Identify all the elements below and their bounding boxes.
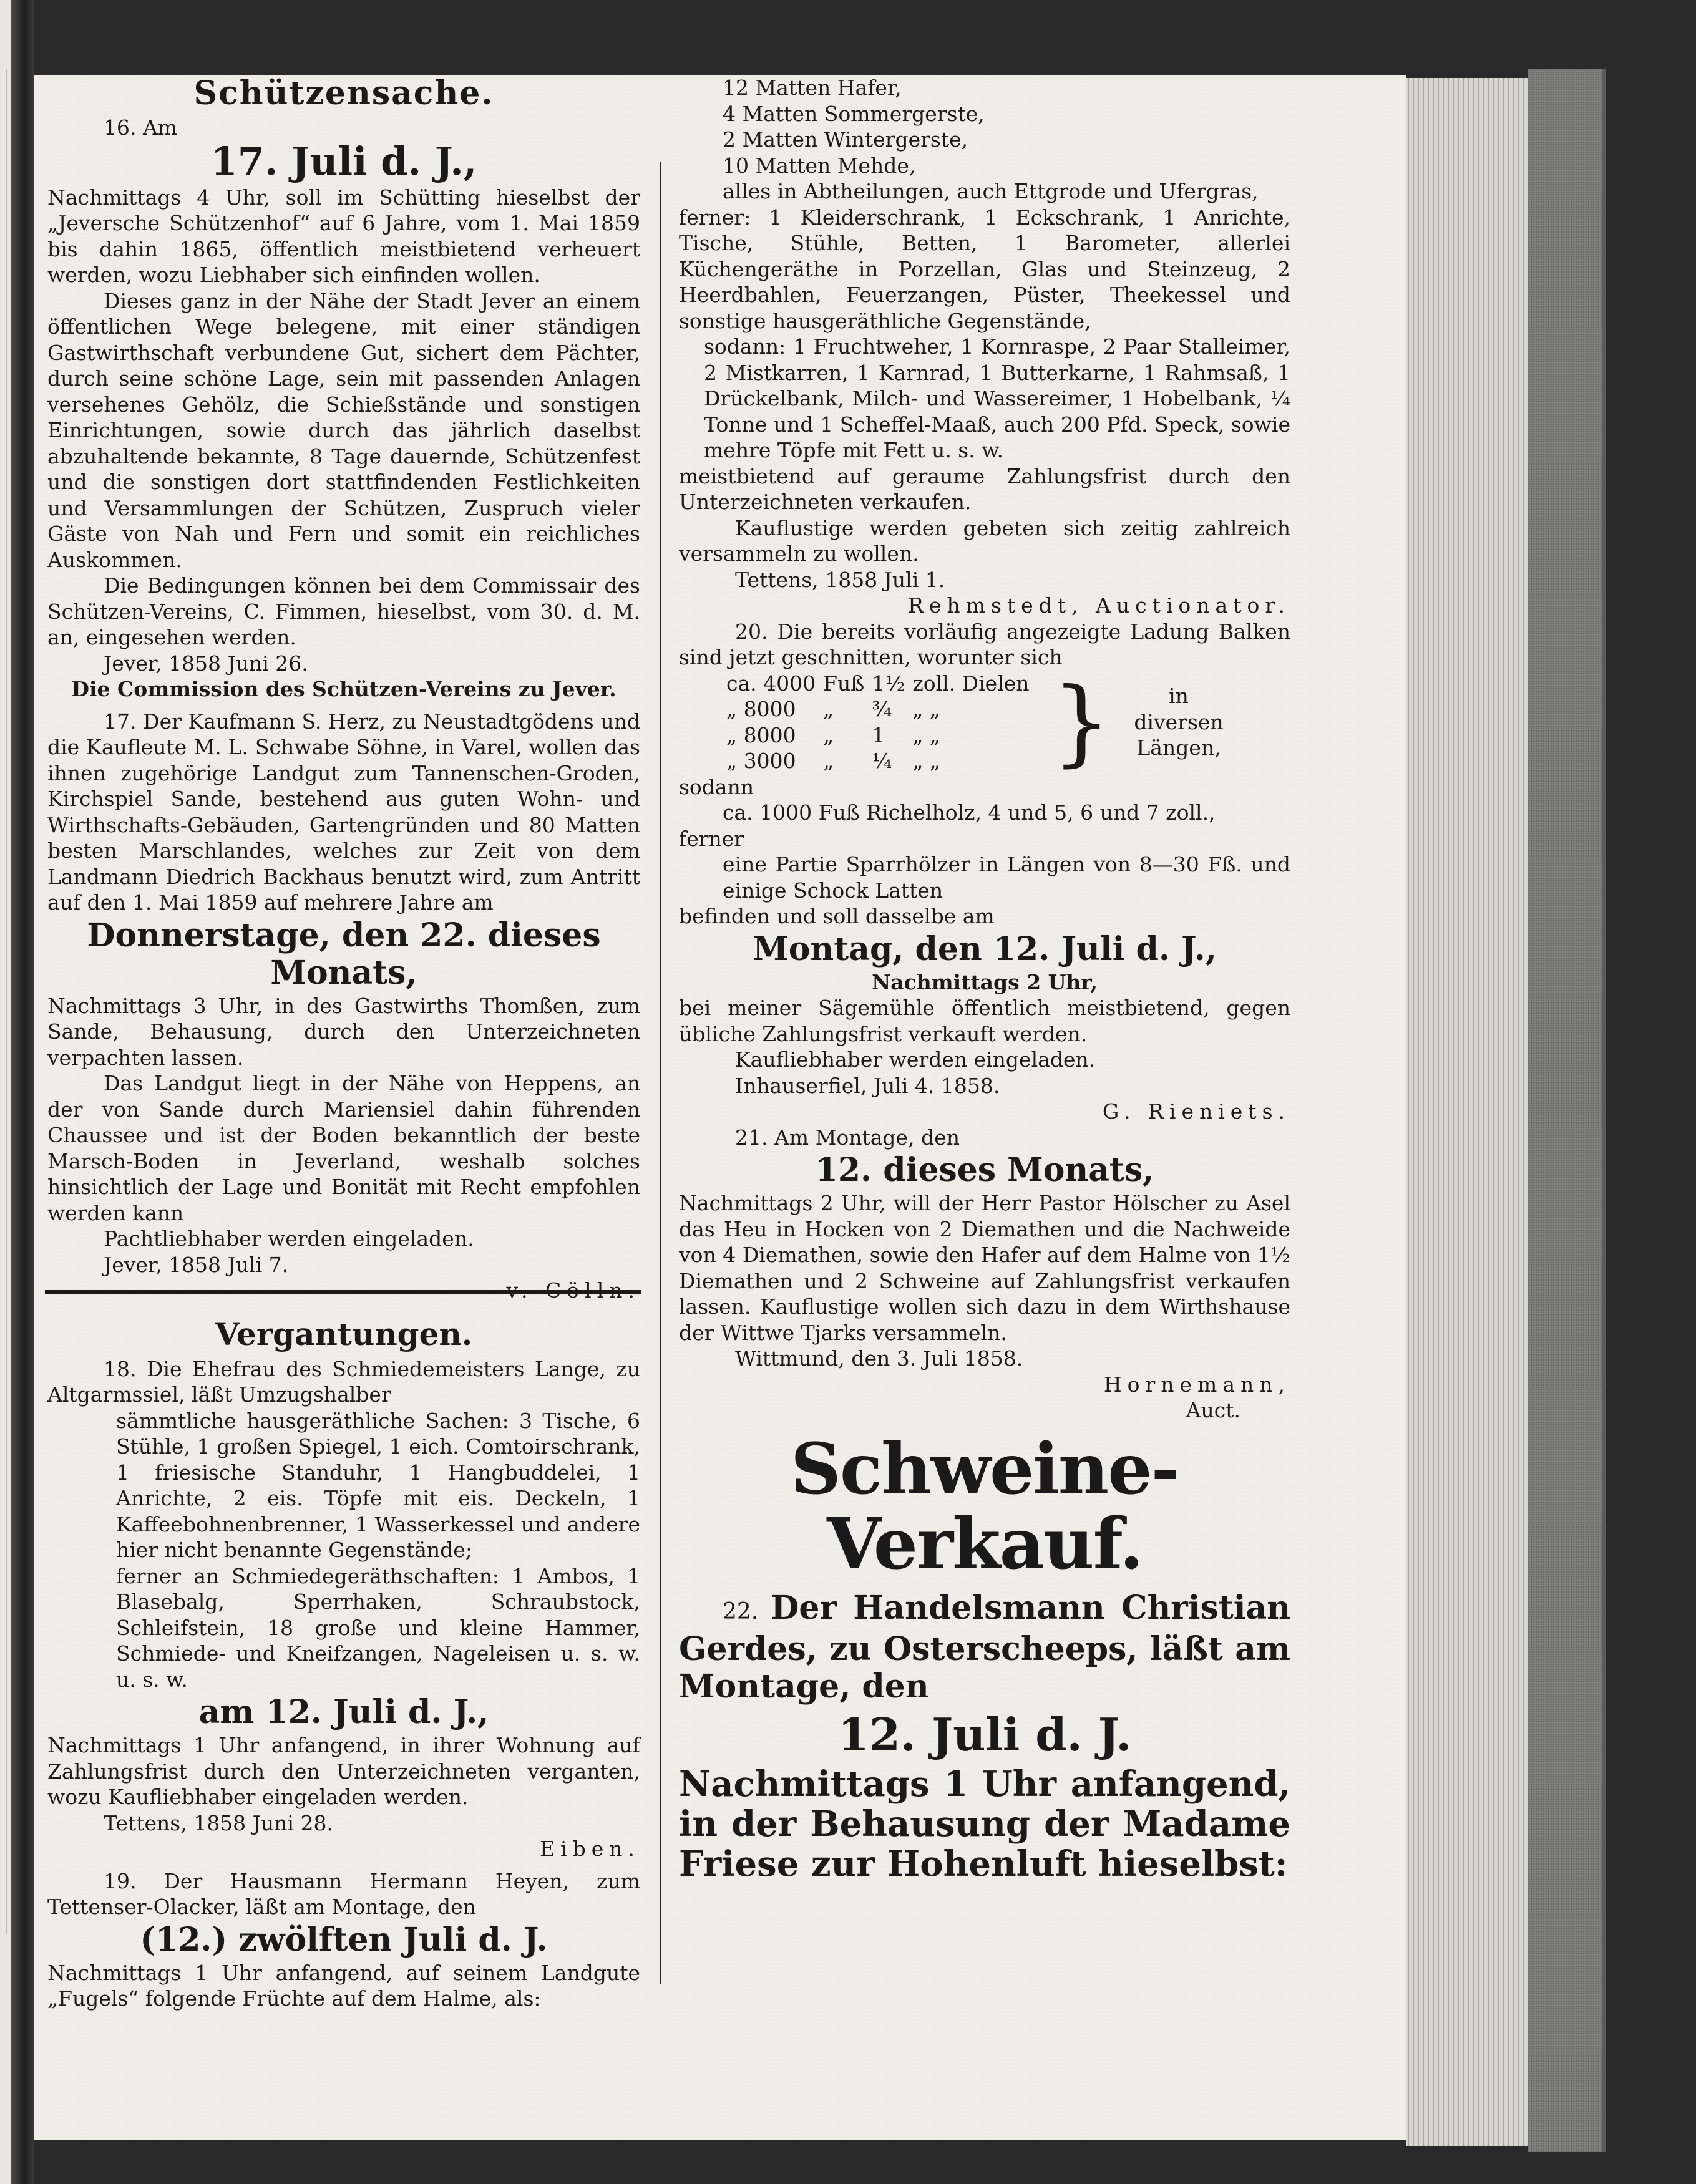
ad-16-body-2: Dieses ganz in der Nähe der Stadt Jever an einem öffentlichen Wege belegene, mit einer ständigen Gastwirthschaft verbundene Gut, sichert dem Pächter, durch seine schöne Lage, sein mit passenden Anlagen versehenes Gehölz, die Schießstände und sonstigen Einrichtungen, sowie durch das jährlich daselbst abzuhaltende bekannte, 8 Tage dauernde, Schützenfest und die sonstigen dort stattfindenden Festlichkeiten und Versammlungen der Schützen, Zuspruch vieler Gäste von Nah und Fern und somit ein reichliches Auskommen. <box>47 288 640 572</box>
ad-19-item-hafer: 12 Matten Hafer, <box>723 75 902 100</box>
page-stack-edges <box>1406 78 1528 2146</box>
section-title-schuetzensache: Schützensache. <box>193 74 494 112</box>
ad-18-place-date: Tettens, 1858 Juni 28. <box>104 1810 333 1835</box>
ad-17-signature: v. Cölln. <box>506 1278 640 1303</box>
ad-20-intro: 20. Die bereits vorläufig angezeigte Ladung Balken sind jetzt geschnitten, worunter sich <box>679 619 1290 669</box>
ad-22-body-2: Nachmittags 1 Uhr anfangend, in der Behausung der Madame Friese zur Hohenluft hieselbst: <box>679 1763 1290 1885</box>
ad-17-date: Donnerstage, den 22. dieses Monats, <box>87 916 601 992</box>
ad-19-item-sommergerste: 4 Matten Sommergerste, <box>723 101 985 126</box>
ad-19-date: (12.) zwölften Juli d. J. <box>140 1920 548 1959</box>
ad-17-body-4: Pachtliebhaber werden eingeladen. <box>104 1226 474 1251</box>
table-cell: 1½ <box>872 671 905 696</box>
ad-17-place-date: Jever, 1858 Juli 7. <box>104 1252 289 1277</box>
ad-19-intro: 19. Der Hausmann Hermann Heyen, zum Tettenser-Olacker, läßt am Montage, den <box>47 1868 640 1919</box>
ad-16-date: 17. Juli d. J., <box>210 138 477 184</box>
right-column <box>679 75 1290 1884</box>
table-cell: 1 <box>872 722 885 747</box>
ad-22-number: 22. <box>723 1598 759 1624</box>
table-cell: „ <box>823 749 834 773</box>
section-title-schweine-verkauf: Schweine-Verkauf. <box>791 1428 1179 1585</box>
brace-icon: } <box>1051 667 1111 777</box>
ad-21-intro: 21. Am Montage, den <box>735 1125 960 1150</box>
ad-17-body-1: 17. Der Kaufmann S. Herz, zu Neustadtgödens und die Kaufleute M. L. Schwabe Söhne, in Varel, wollen das ihnen zugehörige Landgut zum Tannenschen-Groden, Kirchspiel Sande, bestehend aus guten Wohn- und Wirthschafts-Gebäuden, Gartengründen und 80 Matten besten Marschlandes, welches zur Zeit von dem Landmann Diedrich Backhaus benutzt wird, zum Antritt auf den 1. Mai 1859 auf mehrere Jahre am <box>47 709 640 915</box>
table-cell: „ <box>823 722 834 747</box>
table-cell: „ „ <box>912 697 940 721</box>
ad-19-ferner: ferner: 1 Kleiderschrank, 1 Eckschrank, 1 Anrichte, Tische, Stühle, Betten, 1 Barometer, allerlei Küchengeräthe in Porzellan, Glas und Steinzeug, 2 Heerdbahlen, Feuerzangen, Püster, Theekessel und sonstige hausgeräthliche Gegenstände, <box>679 205 1290 333</box>
table-cell: „ 8000 <box>726 697 796 721</box>
ad-18-items-smithy: ferner an Schmiedegeräthschaften: 1 Ambos, 1 Blasebalg, Sperrhaken, Schraubstock, Schleifstein, 18 große und kleine Hammer, Schmiede- und Kneifzangen, Nageleisen u. s. w. u. s. w. <box>116 1563 640 1692</box>
ad-18-intro: 18. Die Ehefrau des Schmiedemeisters Lange, zu Altgarmssiel, läßt Umzugshalber <box>47 1356 640 1407</box>
ad-19-body-3: Kauflustige werden gebeten sich zeitig zahlreich versammeln zu wollen. <box>679 515 1290 566</box>
ad-20-timber-table <box>723 671 1033 774</box>
ad-16-body-1: Nachmittags 4 Uhr, soll im Schütting hieselbst der „Jeversche Schützenhof“ auf 6 Jahre, vom 1. Mai 1859 bis dahin 1865, öffentlich meistbietend verheuert werden, wozu Liebhaber sich einfinden wollen. <box>47 185 640 287</box>
ad-18-date: am 12. Juli d. J., <box>198 1693 489 1731</box>
table-row <box>723 696 1033 722</box>
column-divider <box>660 162 661 1984</box>
ad-20-date: Montag, den 12. Juli d. J., <box>753 929 1217 968</box>
table-cell: „ „ <box>912 749 940 773</box>
book-cover-edge <box>1528 69 1606 2152</box>
ad-20-befinden: befinden und soll dasselbe am <box>679 904 995 928</box>
ad-19-item-mehde: 10 Matten Mehde, <box>723 153 916 178</box>
left-column <box>47 75 640 2012</box>
ad-22-body-text: Der Handelsmann Christian Gerdes, zu Osterscheeps, läßt am Montage, den <box>679 1588 1290 1706</box>
ad-20-body: bei meiner Sägemühle öffentlich meistbietend, gegen übliche Zahlungsfrist verkauft werden. <box>679 996 1290 1046</box>
ad-21-signature-title: Auct. <box>1186 1398 1240 1422</box>
ad-20-ferner: ferner <box>679 826 744 851</box>
ad-21-date: 12. dieses Monats, <box>815 1151 1154 1189</box>
ad-22-body-1 <box>679 1589 1290 1706</box>
ad-20-sparrhoelzer: eine Partie Sparrhölzer in Längen von 8—30 Fß. und einige Schock Latten <box>723 852 1290 903</box>
table-cell: ¼ <box>872 749 892 773</box>
ad-19-item-wintergerste: 2 Matten Wintergerste, <box>723 127 968 152</box>
ad-20-body-2: Kaufliebhaber werden eingeladen. <box>735 1047 1096 1072</box>
table-cell: ca. 4000 <box>726 671 816 696</box>
ad-20-brace-label: in diversen Längen, <box>1134 684 1224 760</box>
ad-18-signature: Eiben. <box>539 1837 640 1861</box>
ad-19-place-date: Tettens, 1858 Juli 1. <box>735 567 945 592</box>
table-cell: zoll. Dielen <box>912 671 1030 696</box>
book-gutter <box>11 0 34 2184</box>
ad-19-sodann: sodann: 1 Fruchtweher, 1 Kornraspe, 2 Paar Stalleimer, 2 Mistkarren, 1 Karnrad, 1 Butterkarne, 1 Rahmsaß, 1 Drückelbank, Milch- und Wassereimer, 1 Hobelbank, ¼ Tonne und 1 Scheffel-Maaß, auch 200 Pfd. Speck, sowie mehre Töpfe mit Fett u. s. w. <box>704 334 1290 462</box>
table-row <box>723 722 1033 749</box>
ad-22-date: 12. Juli d. J. <box>837 1707 1132 1761</box>
facing-page-edge <box>0 0 11 2184</box>
ad-20-signature: G. Rieniets. <box>1102 1099 1290 1124</box>
ad-16-body-3: Die Bedingungen können bei dem Commissair des Schützen-Vereins, C. Fimmen, hieselbst, vom 30. d. M. an, eingesehen werden. <box>47 573 640 649</box>
ad-20-timber-list <box>679 667 1290 777</box>
ad-20-place-date: Inhauserfiel, Juli 4. 1858. <box>735 1073 1000 1098</box>
table-row <box>723 748 1033 774</box>
ad-19-all: alles in Abtheilungen, auch Ettgrode und Ufergras, <box>723 179 1259 203</box>
table-cell: „ 8000 <box>726 722 796 747</box>
ad-20-richelholz: ca. 1000 Fuß Richelholz, 4 und 5, 6 und 7 zoll., <box>723 800 1216 825</box>
ad-17-body-3: Das Landgut liegt in der Nähe von Heppens, an der von Sande durch Mariensiel dahin führenden Chaussee und ist der Boden bekanntlich der beste Marsch-Boden in Jeverland, weshalb solches hinsichtlich der Lage und Bonität mit Recht empfohlen werden kann <box>47 1071 640 1225</box>
ad-18-body: Nachmittags 1 Uhr anfangend, in ihrer Wohnung auf Zahlungsfrist durch den Unterzeichneten verganten, wozu Kaufliebhaber eingeladen werden. <box>47 1733 640 1809</box>
section-title-vergantungen: Vergantungen. <box>215 1315 473 1352</box>
ad-17-body-2: Nachmittags 3 Uhr, in des Gastwirths Thomßen, zum Sande, Behausung, durch den Unterzeichneten verpachten lassen. <box>47 993 640 1070</box>
ad-21-signature: Hornemann, <box>1103 1372 1290 1397</box>
ad-16-place-date: Jever, 1858 Juni 26. <box>104 651 308 676</box>
ad-19-signature: Rehmstedt, Auctionator. <box>908 593 1290 618</box>
ad-19-body-2: meistbietend auf geraume Zahlungsfrist durch den Unterzeichneten verkaufen. <box>679 463 1290 514</box>
ad-16-signature: Die Commission des Schützen-Vereins zu Jever. <box>71 677 617 701</box>
ad-21-body: Nachmittags 2 Uhr, will der Herr Pastor Hölscher zu Asel das Heu in Hocken von 2 Diemathen und die Nachweide von 4 Diemathen, sowie den Hafer auf dem Halme von 1½ Diemathen und 2 Schweine auf Zahlungsfrist verkaufen lassen. Kauflustige wollen sich dazu in dem Wirthshause der Wittwe Tjarks versammeln. <box>679 1191 1290 1345</box>
ad-20-sodann: sodann <box>679 774 754 799</box>
ad-19-body: Nachmittags 1 Uhr anfangend, auf seinem Landgute „Fugels“ folgende Früchte auf dem Halme, als: <box>47 1960 640 2011</box>
ad-20-time: Nachmittags 2 Uhr, <box>872 969 1098 994</box>
ad-21-place-date: Wittmund, den 3. Juli 1858. <box>735 1346 1023 1371</box>
table-cell: ¾ <box>872 697 892 721</box>
ad-16-intro: 16. Am <box>104 115 178 140</box>
table-cell: Fuß <box>823 671 865 696</box>
table-cell: „ 3000 <box>726 749 796 773</box>
ad-18-items-household: sämmtliche hausgeräthliche Sachen: 3 Tische, 6 Stühle, 1 großen Spiegel, 1 eich. Comtoirschrank, 1 friesische Standuhr, 1 Hangbuddelei, 1 Anrichte, 2 eis. Töpfe mit eis. Deckeln, 1 Kaffeebohnenbrenner, 1 Wasserkessel und andere hier nicht benannte Gegenstände; <box>116 1408 640 1562</box>
table-row <box>723 671 1033 697</box>
table-cell: „ <box>823 697 834 721</box>
table-cell: „ „ <box>912 722 940 747</box>
